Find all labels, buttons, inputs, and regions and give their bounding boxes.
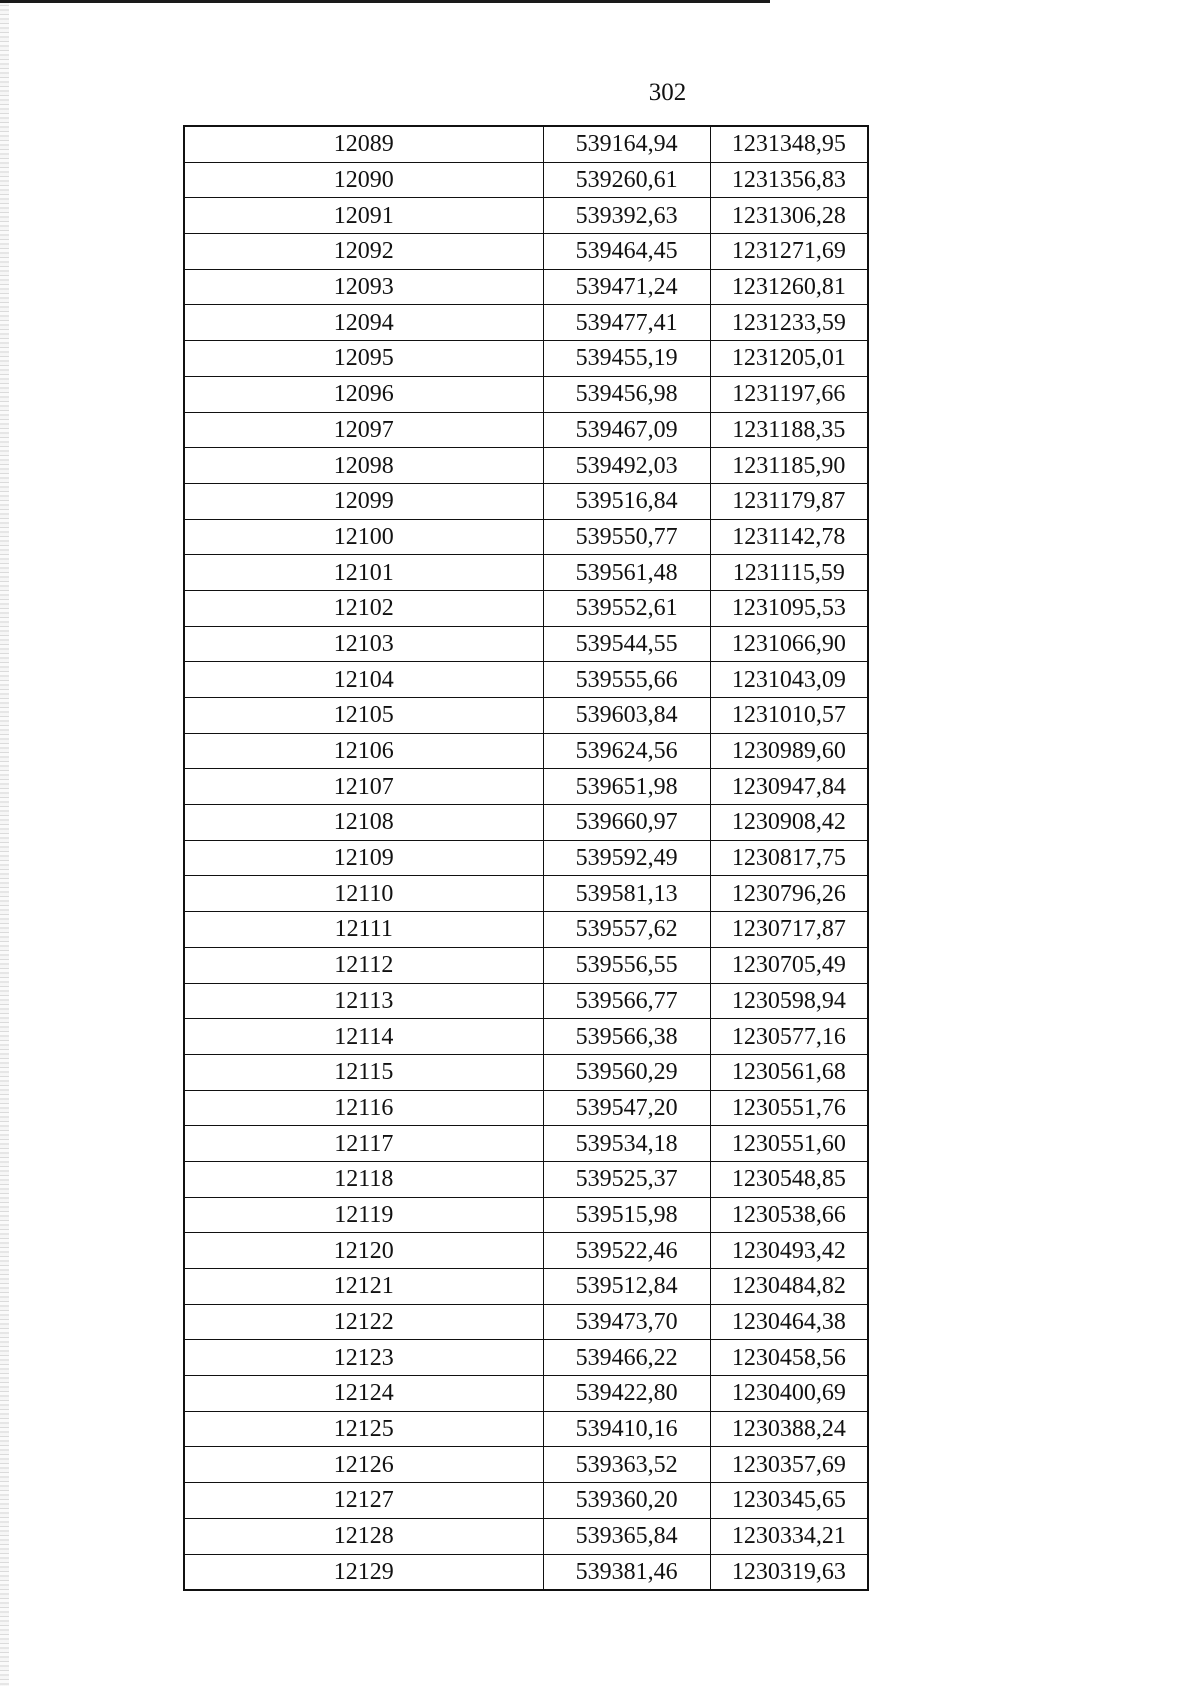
point-number-cell: 12106 — [184, 733, 543, 769]
point-number-cell: 12127 — [184, 1483, 543, 1519]
table-row — [184, 1126, 868, 1162]
point-number-cell: 12103 — [184, 626, 543, 662]
point-number-cell: 12110 — [184, 876, 543, 912]
scan-edge-artifact — [0, 0, 9, 1686]
x-coordinate-cell: 539581,13 — [543, 876, 710, 912]
y-coordinate-cell: 1230493,42 — [710, 1233, 868, 1269]
point-number-cell: 12128 — [184, 1518, 543, 1554]
y-coordinate-cell: 1231356,83 — [710, 162, 868, 198]
point-number-cell: 12089 — [184, 126, 543, 162]
y-coordinate-cell: 1231142,78 — [710, 519, 868, 555]
x-coordinate-cell: 539560,29 — [543, 1054, 710, 1090]
point-number-cell: 12097 — [184, 412, 543, 448]
y-coordinate-cell: 1231306,28 — [710, 198, 868, 234]
table-row — [184, 1269, 868, 1305]
table-row — [184, 234, 868, 270]
table-row — [184, 1447, 868, 1483]
point-number-cell: 12107 — [184, 769, 543, 805]
x-coordinate-cell: 539363,52 — [543, 1447, 710, 1483]
y-coordinate-cell: 1231271,69 — [710, 234, 868, 270]
table-row — [184, 1161, 868, 1197]
x-coordinate-cell: 539660,97 — [543, 805, 710, 841]
x-coordinate-cell: 539566,77 — [543, 983, 710, 1019]
table-row — [184, 1376, 868, 1412]
point-number-cell: 12092 — [184, 234, 543, 270]
scan-top-rule — [0, 0, 770, 3]
table-row — [184, 1554, 868, 1590]
y-coordinate-cell: 1230551,76 — [710, 1090, 868, 1126]
y-coordinate-cell: 1231066,90 — [710, 626, 868, 662]
table-row — [184, 483, 868, 519]
point-number-cell: 12104 — [184, 662, 543, 698]
x-coordinate-cell: 539561,48 — [543, 555, 710, 591]
x-coordinate-cell: 539360,20 — [543, 1483, 710, 1519]
x-coordinate-cell: 539544,55 — [543, 626, 710, 662]
table-row — [184, 555, 868, 591]
page-number: 302 — [648, 79, 687, 106]
y-coordinate-cell: 1230357,69 — [710, 1447, 868, 1483]
y-coordinate-cell: 1230561,68 — [710, 1054, 868, 1090]
x-coordinate-cell: 539552,61 — [543, 590, 710, 626]
point-number-cell: 12109 — [184, 840, 543, 876]
point-number-cell: 12129 — [184, 1554, 543, 1590]
y-coordinate-cell: 1231095,53 — [710, 590, 868, 626]
point-number-cell: 12099 — [184, 483, 543, 519]
point-number-cell: 12102 — [184, 590, 543, 626]
x-coordinate-cell: 539555,66 — [543, 662, 710, 698]
x-coordinate-cell: 539512,84 — [543, 1269, 710, 1305]
x-coordinate-cell: 539522,46 — [543, 1233, 710, 1269]
point-number-cell: 12121 — [184, 1269, 543, 1305]
y-coordinate-cell: 1230400,69 — [710, 1376, 868, 1412]
y-coordinate-cell: 1231233,59 — [710, 305, 868, 341]
table-row — [184, 269, 868, 305]
x-coordinate-cell: 539392,63 — [543, 198, 710, 234]
table-row — [184, 626, 868, 662]
point-number-cell: 12096 — [184, 376, 543, 412]
point-number-cell: 12122 — [184, 1304, 543, 1340]
table-row — [184, 341, 868, 377]
table-row — [184, 805, 868, 841]
point-number-cell: 12119 — [184, 1197, 543, 1233]
table-row — [184, 1304, 868, 1340]
x-coordinate-cell: 539550,77 — [543, 519, 710, 555]
y-coordinate-cell: 1230989,60 — [710, 733, 868, 769]
x-coordinate-cell: 539516,84 — [543, 483, 710, 519]
point-number-cell: 12095 — [184, 341, 543, 377]
y-coordinate-cell: 1231115,59 — [710, 555, 868, 591]
table-row — [184, 162, 868, 198]
point-number-cell: 12100 — [184, 519, 543, 555]
x-coordinate-cell: 539464,45 — [543, 234, 710, 270]
table-row — [184, 1019, 868, 1055]
x-coordinate-cell: 539477,41 — [543, 305, 710, 341]
table-row — [184, 519, 868, 555]
y-coordinate-cell: 1230551,60 — [710, 1126, 868, 1162]
table-row — [184, 590, 868, 626]
y-coordinate-cell: 1231043,09 — [710, 662, 868, 698]
table-row — [184, 412, 868, 448]
y-coordinate-cell: 1230484,82 — [710, 1269, 868, 1305]
y-coordinate-cell: 1230334,21 — [710, 1518, 868, 1554]
y-coordinate-cell: 1230577,16 — [710, 1019, 868, 1055]
table-row — [184, 698, 868, 734]
y-coordinate-cell: 1231185,90 — [710, 448, 868, 484]
y-coordinate-cell: 1230388,24 — [710, 1411, 868, 1447]
y-coordinate-cell: 1231179,87 — [710, 483, 868, 519]
table-row — [184, 1411, 868, 1447]
point-number-cell: 12108 — [184, 805, 543, 841]
table-row — [184, 1197, 868, 1233]
x-coordinate-cell: 539164,94 — [543, 126, 710, 162]
table-row — [184, 876, 868, 912]
table-row — [184, 1340, 868, 1376]
x-coordinate-cell: 539515,98 — [543, 1197, 710, 1233]
y-coordinate-cell: 1230319,63 — [710, 1554, 868, 1590]
table-row — [184, 1518, 868, 1554]
point-number-cell: 12091 — [184, 198, 543, 234]
point-number-cell: 12101 — [184, 555, 543, 591]
x-coordinate-cell: 539651,98 — [543, 769, 710, 805]
point-number-cell: 12093 — [184, 269, 543, 305]
y-coordinate-cell: 1230538,66 — [710, 1197, 868, 1233]
x-coordinate-cell: 539525,37 — [543, 1161, 710, 1197]
x-coordinate-cell: 539467,09 — [543, 412, 710, 448]
y-coordinate-cell: 1230817,75 — [710, 840, 868, 876]
table-row — [184, 376, 868, 412]
table-row — [184, 947, 868, 983]
x-coordinate-cell: 539473,70 — [543, 1304, 710, 1340]
y-coordinate-cell: 1230796,26 — [710, 876, 868, 912]
x-coordinate-cell: 539557,62 — [543, 912, 710, 948]
y-coordinate-cell: 1230598,94 — [710, 983, 868, 1019]
table-row — [184, 448, 868, 484]
point-number-cell: 12115 — [184, 1054, 543, 1090]
point-number-cell: 12118 — [184, 1161, 543, 1197]
table-row — [184, 1090, 868, 1126]
y-coordinate-cell: 1231348,95 — [710, 126, 868, 162]
y-coordinate-cell: 1230345,65 — [710, 1483, 868, 1519]
table-row — [184, 769, 868, 805]
point-number-cell: 12120 — [184, 1233, 543, 1269]
table-row — [184, 1483, 868, 1519]
y-coordinate-cell: 1231188,35 — [710, 412, 868, 448]
point-number-cell: 12126 — [184, 1447, 543, 1483]
x-coordinate-cell: 539556,55 — [543, 947, 710, 983]
point-number-cell: 12098 — [184, 448, 543, 484]
table-row — [184, 1054, 868, 1090]
point-number-cell: 12114 — [184, 1019, 543, 1055]
y-coordinate-cell: 1230717,87 — [710, 912, 868, 948]
y-coordinate-cell: 1230548,85 — [710, 1161, 868, 1197]
y-coordinate-cell: 1231260,81 — [710, 269, 868, 305]
table-row — [184, 840, 868, 876]
point-number-cell: 12105 — [184, 698, 543, 734]
x-coordinate-cell: 539260,61 — [543, 162, 710, 198]
x-coordinate-cell: 539365,84 — [543, 1518, 710, 1554]
x-coordinate-cell: 539603,84 — [543, 698, 710, 734]
table-row — [184, 912, 868, 948]
x-coordinate-cell: 539422,80 — [543, 1376, 710, 1412]
x-coordinate-cell: 539566,38 — [543, 1019, 710, 1055]
x-coordinate-cell: 539592,49 — [543, 840, 710, 876]
point-number-cell: 12113 — [184, 983, 543, 1019]
table-row — [184, 1233, 868, 1269]
coordinates-table-body — [184, 126, 868, 1590]
y-coordinate-cell: 1230908,42 — [710, 805, 868, 841]
y-coordinate-cell: 1231197,66 — [710, 376, 868, 412]
y-coordinate-cell: 1230705,49 — [710, 947, 868, 983]
point-number-cell: 12094 — [184, 305, 543, 341]
point-number-cell: 12117 — [184, 1126, 543, 1162]
x-coordinate-cell: 539624,56 — [543, 733, 710, 769]
table-row — [184, 983, 868, 1019]
point-number-cell: 12090 — [184, 162, 543, 198]
y-coordinate-cell: 1230458,56 — [710, 1340, 868, 1376]
coordinates-table — [183, 125, 869, 1591]
point-number-cell: 12125 — [184, 1411, 543, 1447]
table-row — [184, 126, 868, 162]
x-coordinate-cell: 539410,16 — [543, 1411, 710, 1447]
x-coordinate-cell: 539471,24 — [543, 269, 710, 305]
table-row — [184, 305, 868, 341]
x-coordinate-cell: 539534,18 — [543, 1126, 710, 1162]
point-number-cell: 12112 — [184, 947, 543, 983]
point-number-cell: 12111 — [184, 912, 543, 948]
x-coordinate-cell: 539455,19 — [543, 341, 710, 377]
x-coordinate-cell: 539492,03 — [543, 448, 710, 484]
point-number-cell: 12116 — [184, 1090, 543, 1126]
y-coordinate-cell: 1230464,38 — [710, 1304, 868, 1340]
x-coordinate-cell: 539466,22 — [543, 1340, 710, 1376]
y-coordinate-cell: 1231205,01 — [710, 341, 868, 377]
y-coordinate-cell: 1230947,84 — [710, 769, 868, 805]
point-number-cell: 12124 — [184, 1376, 543, 1412]
x-coordinate-cell: 539547,20 — [543, 1090, 710, 1126]
x-coordinate-cell: 539456,98 — [543, 376, 710, 412]
point-number-cell: 12123 — [184, 1340, 543, 1376]
x-coordinate-cell: 539381,46 — [543, 1554, 710, 1590]
table-row — [184, 733, 868, 769]
y-coordinate-cell: 1231010,57 — [710, 698, 868, 734]
table-row — [184, 198, 868, 234]
table-row — [184, 662, 868, 698]
